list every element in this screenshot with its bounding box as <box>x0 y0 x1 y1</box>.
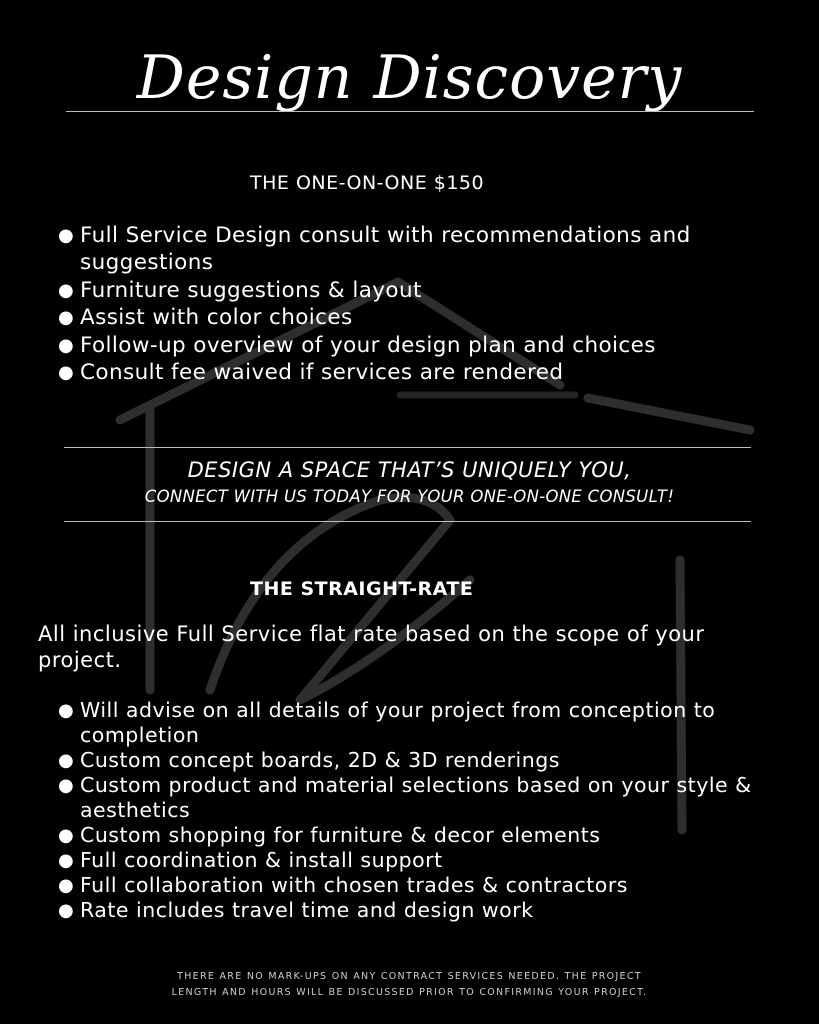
list-item <box>58 222 758 277</box>
footer-note <box>0 969 819 1001</box>
list-item-text: Full collaboration with chosen trades & contractors <box>80 873 628 897</box>
list-item-text: Full Service Design consult with recommendations and suggestions <box>80 223 691 276</box>
straight-rate-heading: THE STRAIGHT-RATE <box>250 578 474 600</box>
bullet-dot-icon: ● <box>58 825 75 846</box>
list-item <box>58 304 758 331</box>
cta-bottom-divider <box>64 521 751 522</box>
bullet-dot-icon: ● <box>58 775 75 796</box>
list-item-text: Rate includes travel time and design work <box>80 898 534 922</box>
bullet-dot-icon: ● <box>58 700 75 721</box>
title-divider <box>66 111 754 112</box>
list-item-text: Consult fee waived if services are rendered <box>80 360 564 386</box>
bullet-dot-icon: ● <box>58 850 75 871</box>
list-item-text: Assist with color choices <box>80 305 353 331</box>
list-item-text: Furniture suggestions & layout <box>80 277 422 303</box>
list-item <box>58 359 758 386</box>
list-item <box>58 898 793 923</box>
list-item-text: Full coordination & install support <box>80 848 443 872</box>
bullet-dot-icon: ● <box>58 750 75 771</box>
list-item <box>58 277 758 304</box>
list-item-text: Will advise on all details of your project from conception to completion <box>80 698 716 747</box>
list-item-text: Custom product and material selections based on your style & aesthetics <box>80 773 752 822</box>
list-item <box>58 773 793 823</box>
one-on-one-list <box>58 222 758 386</box>
list-item <box>58 823 793 848</box>
straight-rate-intro: All inclusive Full Service flat rate based on the scope of your project. <box>38 622 705 672</box>
bullet-dot-icon: ● <box>58 279 75 301</box>
list-item-text: Custom concept boards, 2D & 3D renderings <box>80 748 560 772</box>
list-item <box>58 332 758 359</box>
list-item <box>58 698 793 748</box>
cta-headline: DESIGN A SPACE THAT’S UNIQUELY YOU, <box>187 458 632 482</box>
list-item-text: Follow-up overview of your design plan and choices <box>80 332 656 358</box>
cta-subline: CONNECT WITH US TODAY FOR YOUR ONE-ON-ONE CONSULT! <box>144 487 675 506</box>
cta-top-divider <box>64 447 751 448</box>
bullet-dot-icon: ● <box>58 362 75 384</box>
page-title: Design Discovery <box>136 43 683 113</box>
bullet-dot-icon: ● <box>58 225 75 246</box>
list-item-text: Custom shopping for furniture & decor elements <box>80 823 601 847</box>
bullet-dot-icon: ● <box>58 334 75 356</box>
bullet-dot-icon: ● <box>58 875 75 896</box>
list-item <box>58 848 793 873</box>
bullet-dot-icon: ● <box>58 307 75 329</box>
one-on-one-heading: THE ONE-ON-ONE $150 <box>250 172 485 194</box>
bullet-dot-icon: ● <box>58 900 75 921</box>
footer-line: THERE ARE NO MARK-UPS ON ANY CONTRACT SERVICES NEEDED. THE PROJECT <box>177 971 642 982</box>
list-item <box>58 748 793 773</box>
straight-rate-list <box>58 698 793 923</box>
list-item <box>58 873 793 898</box>
footer-line: LENGTH AND HOURS WILL BE DISCUSSED PRIOR TO CONFIRMING YOUR PROJECT. <box>171 987 648 998</box>
